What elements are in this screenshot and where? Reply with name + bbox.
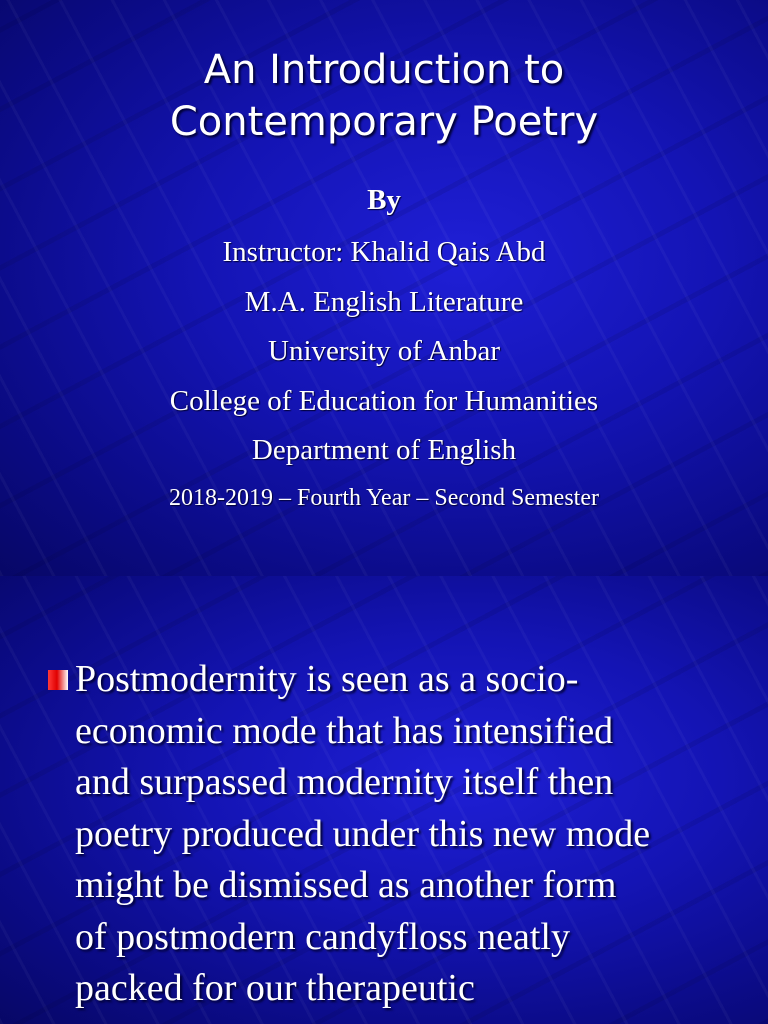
bullet-line-4: poetry produced under this new mode bbox=[75, 812, 651, 855]
title-line-1: An Introduction to bbox=[203, 47, 565, 93]
byline-by: By bbox=[367, 184, 401, 216]
instructor-name: Instructor: Khalid Qais Abd bbox=[222, 236, 546, 268]
square-bullet-icon bbox=[48, 670, 68, 690]
slide-title bbox=[0, 44, 768, 148]
college: College of Education for Humanities bbox=[169, 384, 599, 417]
bullet-line-1: Postmodernity is seen as a socio- bbox=[75, 658, 579, 700]
department: Department of English bbox=[251, 434, 517, 466]
bullet-line-6: of postmodern candyfloss neatly bbox=[75, 915, 570, 958]
bullet-text bbox=[75, 654, 748, 1015]
content-slide bbox=[0, 576, 768, 1024]
bullet-line-3: and surpassed modernity itself then bbox=[75, 761, 614, 803]
byline bbox=[0, 180, 768, 518]
degree: M.A. English Literature bbox=[244, 285, 524, 318]
semester: 2018-2019 – Fourth Year – Second Semester bbox=[169, 484, 599, 511]
title-line-2: Contemporary Poetry bbox=[169, 99, 599, 145]
bullet-line-2: economic mode that has intensified bbox=[75, 709, 614, 752]
university: University of Anbar bbox=[268, 335, 500, 367]
bullet-line-5: might be dismissed as another form bbox=[75, 864, 617, 906]
bullet-line-7: packed for our therapeutic bbox=[75, 967, 475, 1009]
bullet-point bbox=[48, 654, 748, 1015]
